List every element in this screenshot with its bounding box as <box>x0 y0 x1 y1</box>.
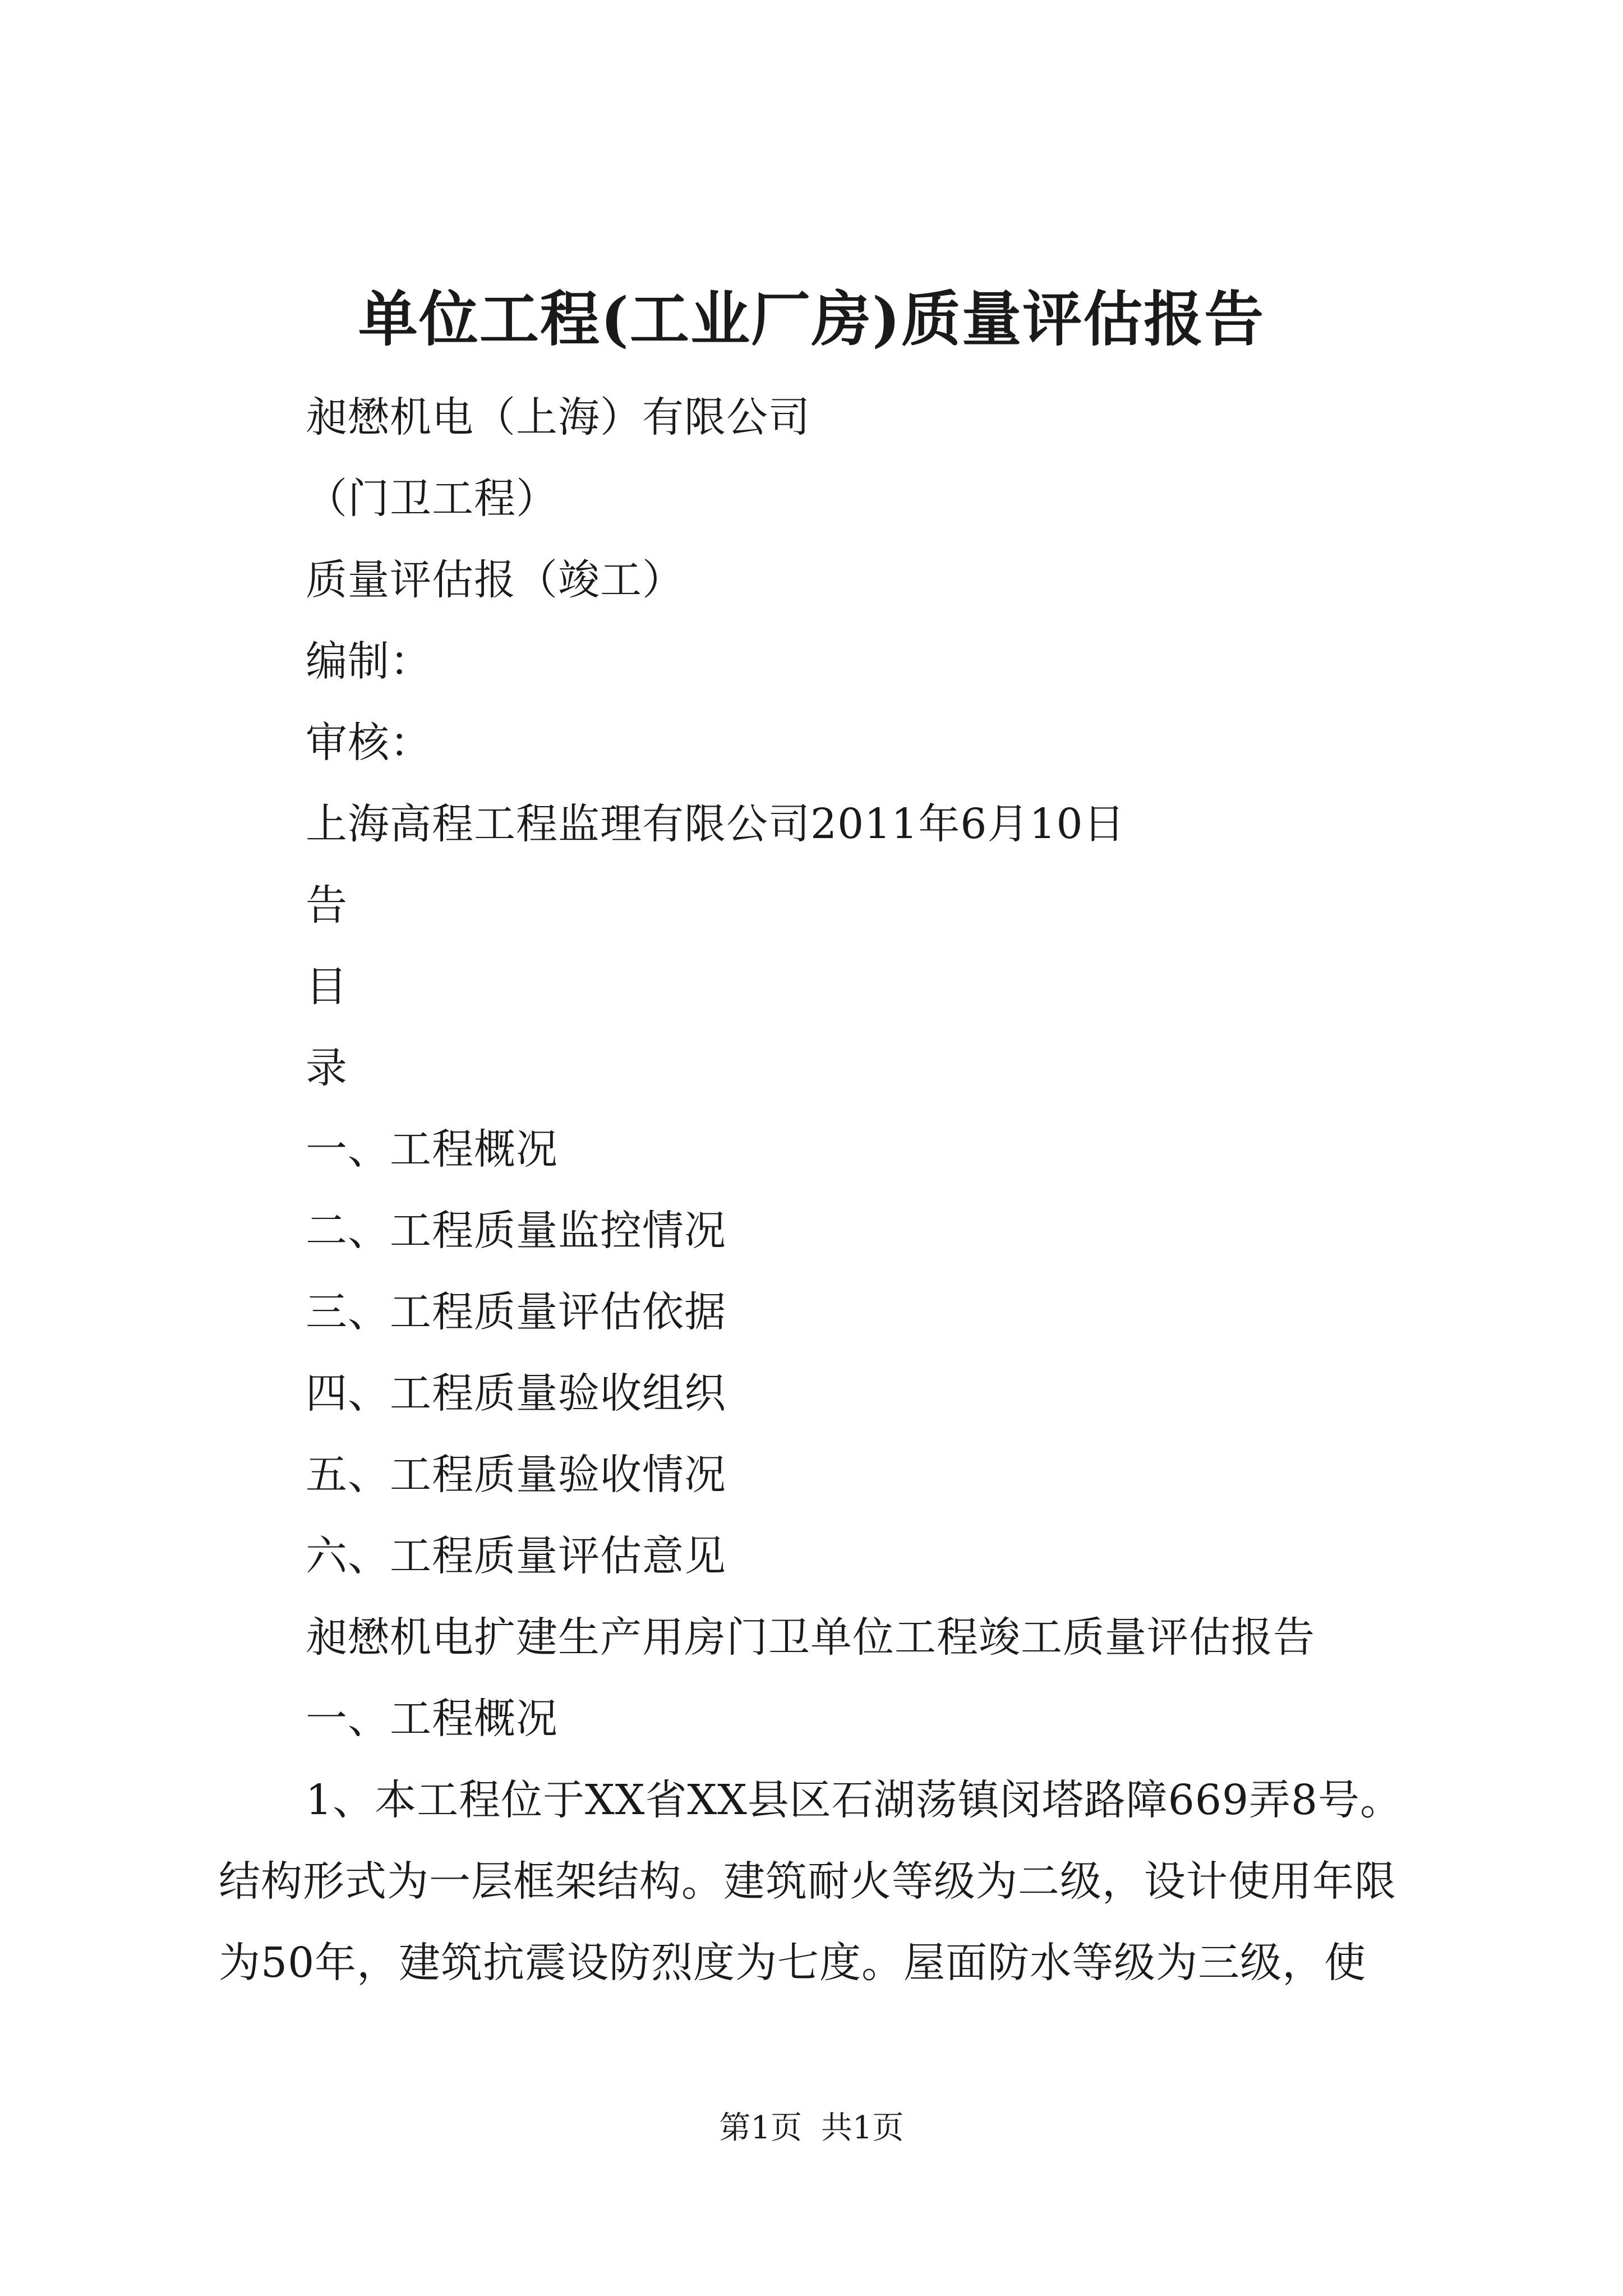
char-lu: 录 <box>306 1044 348 1092</box>
supervisor-and-date: 上海高程工程监理有限公司2011年6月10日 <box>306 800 1126 848</box>
paragraph-line: 结构形式为一层框架结构。建筑耐火等级为二级，设计使用年限 <box>219 1857 1396 1906</box>
company-name: 昶懋机电（上海）有限公司 <box>306 393 810 441</box>
toc-item: 一、工程概况 <box>306 1125 558 1174</box>
prepared-by-label: 编制： <box>306 637 432 685</box>
toc-item: 二、工程质量监控情况 <box>306 1207 726 1255</box>
toc-item: 三、工程质量评估依据 <box>306 1288 726 1336</box>
toc-item: 六、工程质量评估意见 <box>306 1532 726 1580</box>
reviewed-by-label: 审核： <box>306 719 432 767</box>
section-heading: 一、工程概况 <box>306 1695 558 1743</box>
report-type: 质量评估报（竣工） <box>306 556 684 604</box>
page-total: 共1页 <box>820 2110 904 2146</box>
page-number: 第1页 <box>719 2110 803 2146</box>
toc-item: 五、工程质量验收情况 <box>306 1451 726 1499</box>
report-subtitle: 昶懋机电扩建生产用房门卫单位工程竣工质量评估报告 <box>306 1613 1315 1662</box>
page-footer <box>0 2109 1623 2147</box>
char-mu: 目 <box>306 963 348 1011</box>
paragraph-line: 1、本工程位于XX省XX县区石湖荡镇闵塔路障669弄8号。 <box>306 1776 1403 1824</box>
project-name: （门卫工程） <box>306 475 558 523</box>
document-title: 单位工程(工业厂房)质量评估报告 <box>358 284 1265 354</box>
paragraph-line: 为50年，建筑抗震设防烈度为七度。屋面防水等级为三级，使 <box>219 1939 1367 1987</box>
toc-item: 四、工程质量验收组织 <box>306 1369 726 1418</box>
char-gao: 告 <box>306 881 348 930</box>
